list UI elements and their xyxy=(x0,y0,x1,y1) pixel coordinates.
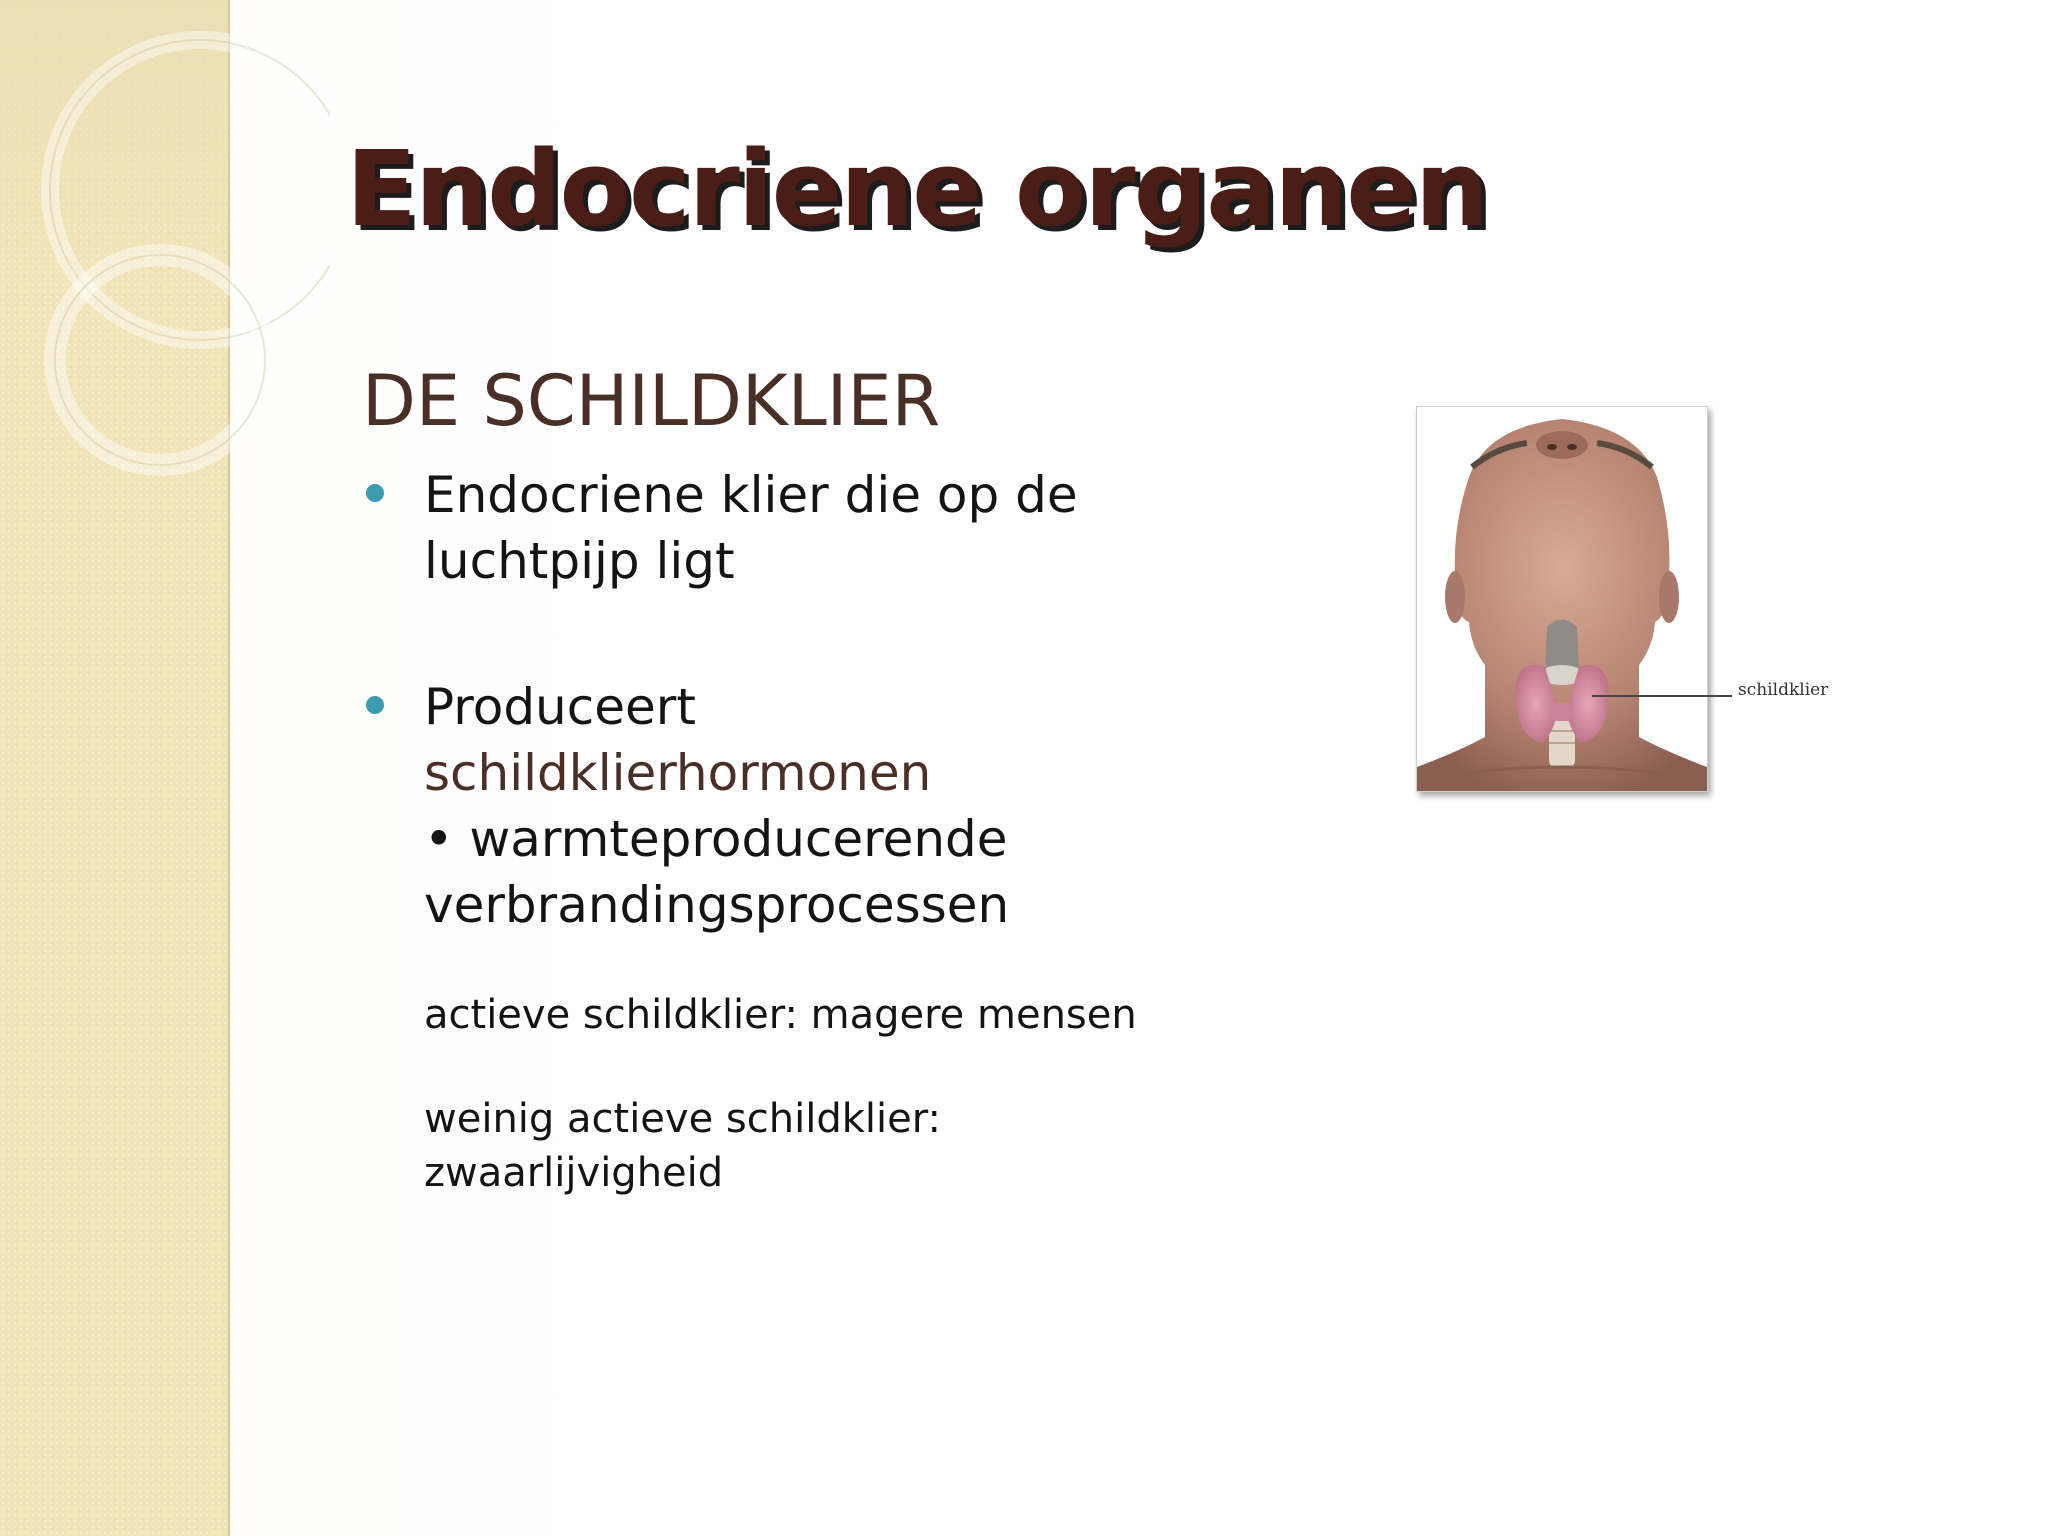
bullet-dot-icon xyxy=(366,696,384,714)
bullet-note: actieve schildklier: magere mensen xyxy=(424,992,1137,1038)
bullet-item xyxy=(362,674,1137,1200)
bullet-list xyxy=(362,462,1137,1200)
bullet-line: Endocriene klier die op de xyxy=(424,466,1078,524)
bullet-line: Produceert xyxy=(424,678,696,736)
spacer xyxy=(424,938,1102,988)
slide-subtitle: DE SCHILDKLIER xyxy=(362,360,941,442)
thyroid-illustration xyxy=(1416,406,1708,792)
bullet-line: verbrandingsprocessen xyxy=(424,876,1010,934)
bullet-note: weinig actieve schildklier: xyxy=(424,1096,941,1142)
bullet-line-highlight: schildklierhormonen xyxy=(424,744,932,802)
slide-title: Endocriene organen xyxy=(346,128,1487,250)
bullet-dot-icon xyxy=(366,484,384,502)
figure-label: schildklier xyxy=(1738,680,1829,700)
label-leader-line xyxy=(1592,695,1732,697)
bullet-line: luchtpijp ligt xyxy=(424,532,735,590)
bullet-line: • warmteproducerende xyxy=(424,810,1008,868)
spacer xyxy=(424,1042,1102,1092)
neck-anatomy-image xyxy=(1417,407,1707,791)
bullet-note: zwaarlijvigheid xyxy=(424,1150,724,1196)
decorative-rings xyxy=(0,0,330,520)
bullet-item xyxy=(362,462,1102,594)
